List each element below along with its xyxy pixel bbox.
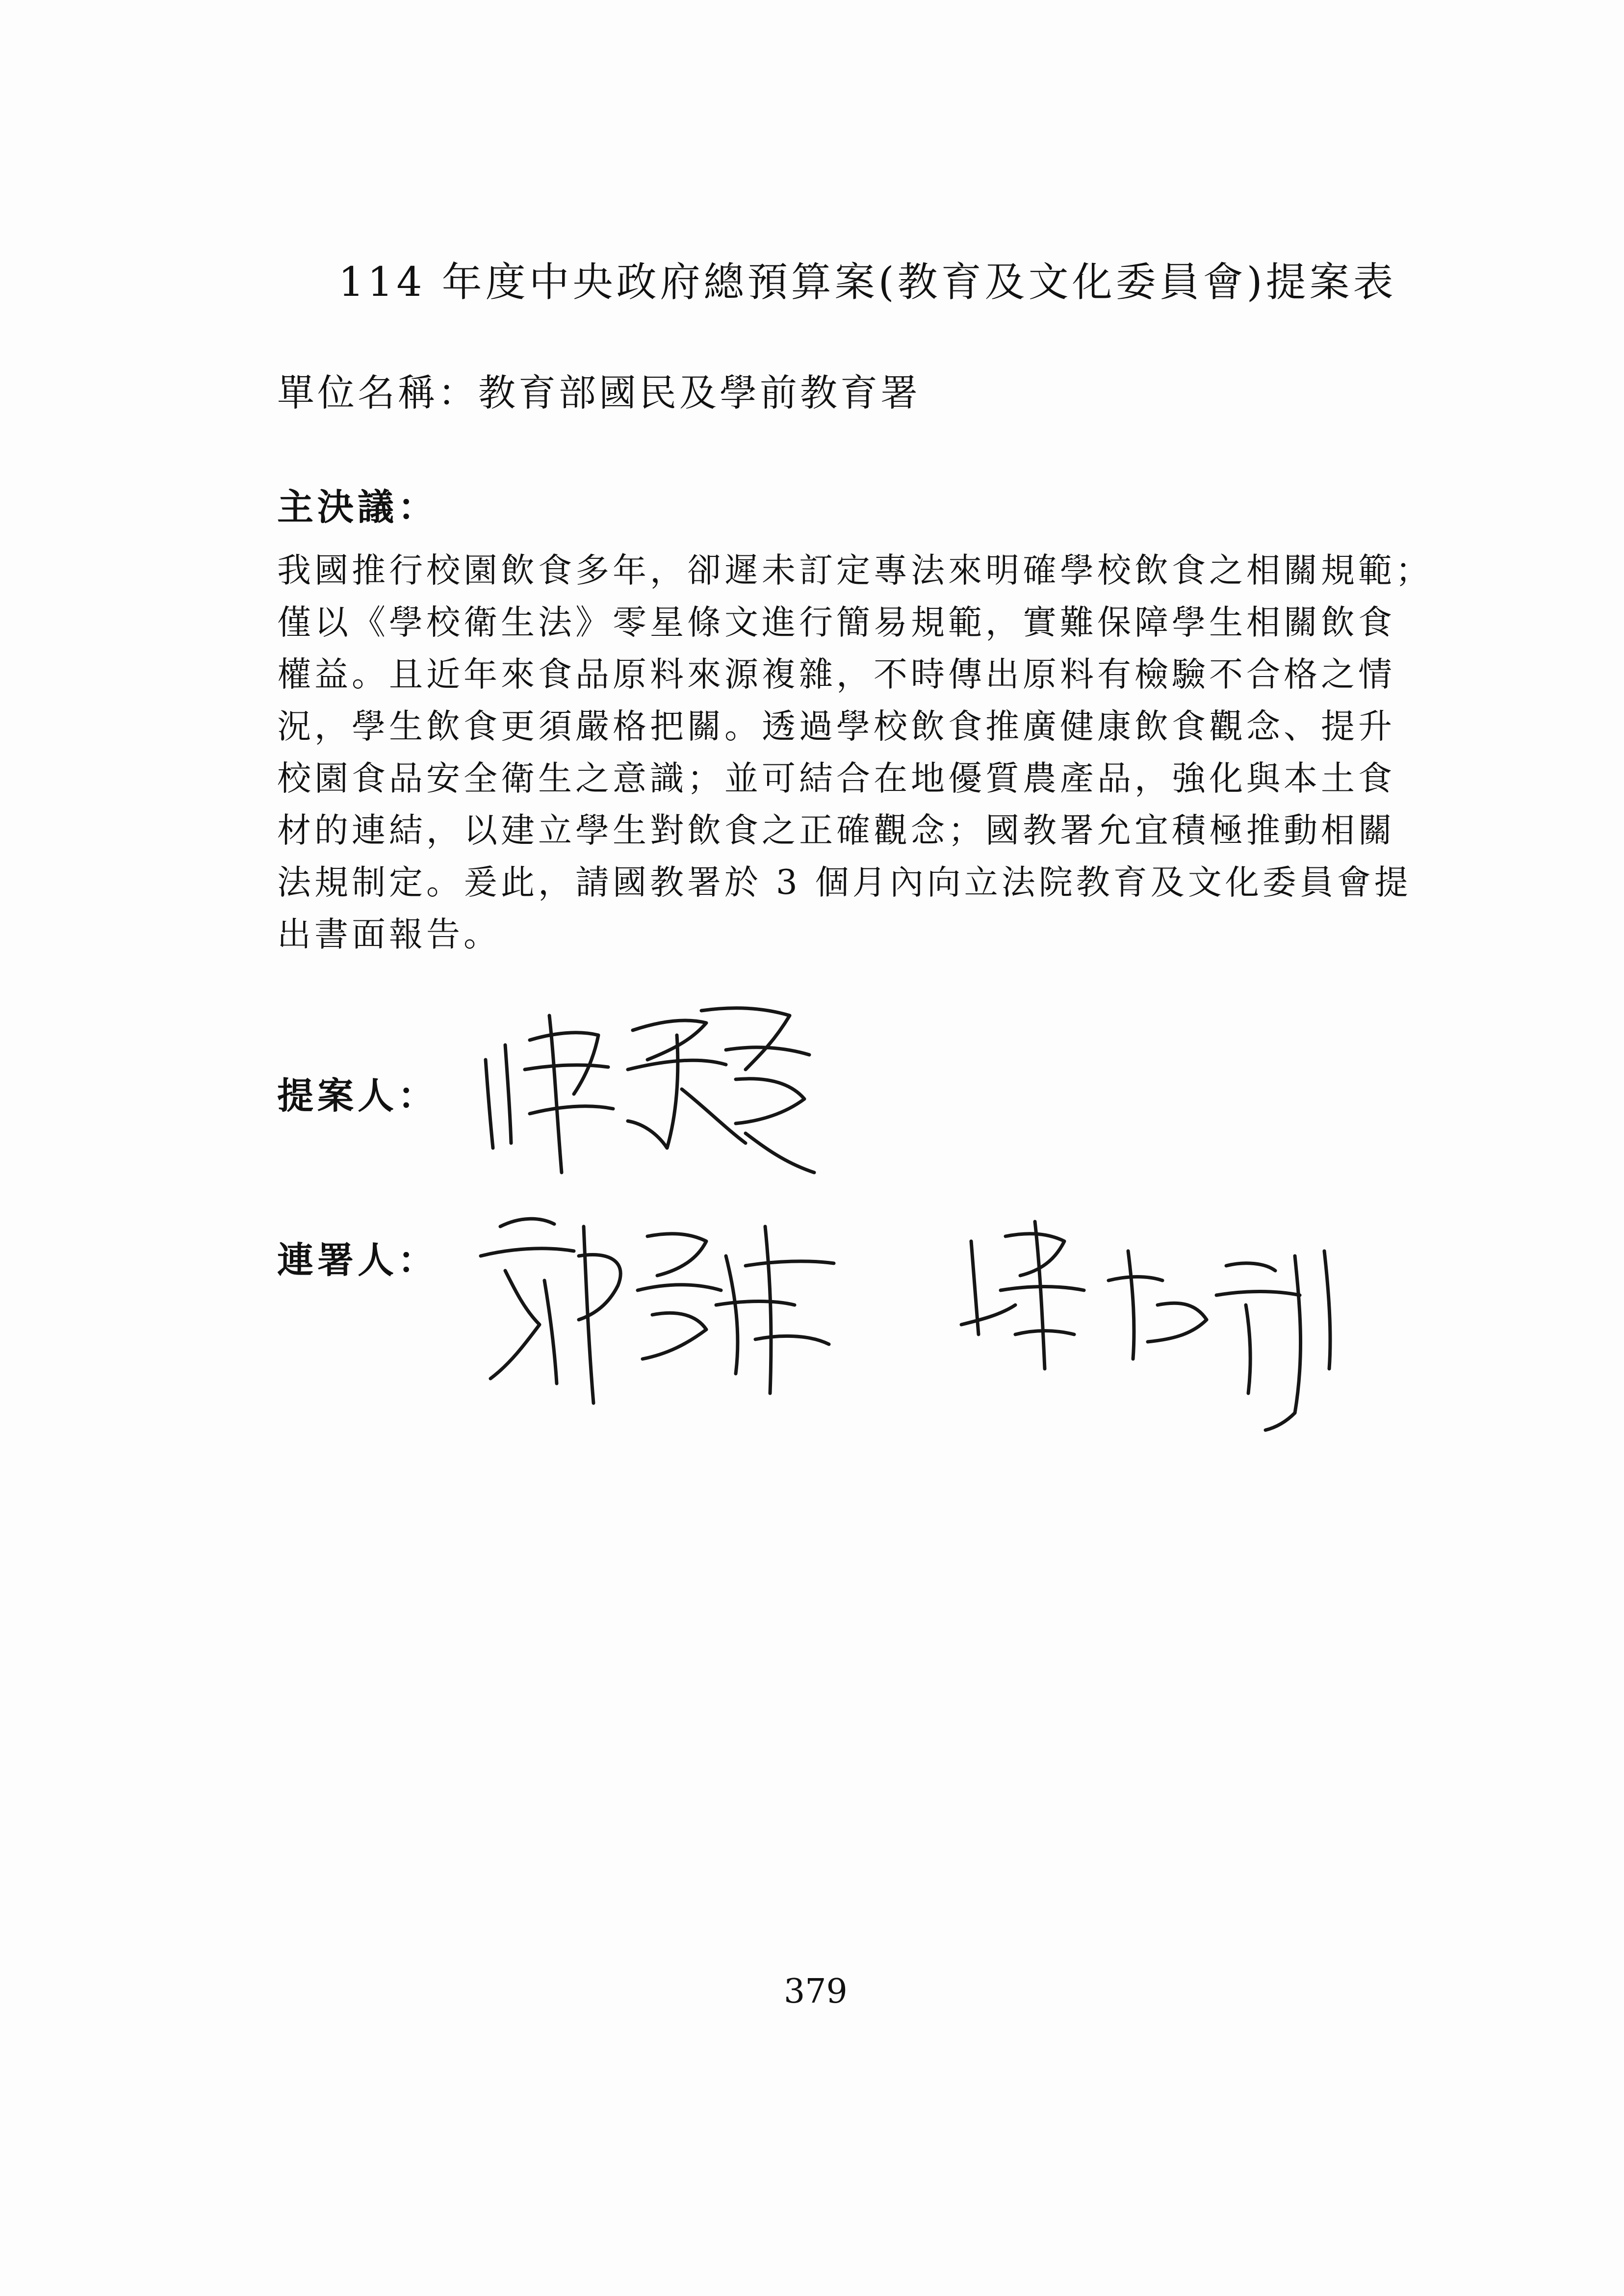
main-resolution-label: 主決議： [277, 486, 438, 528]
cosigner-label: 連署人： [277, 1239, 438, 1281]
cosigner-signature-2-strokes [952, 1207, 1354, 1437]
page-title: 114 年度中央政府總預算案(教育及文化委員會)提案表 [338, 259, 1397, 306]
body-line: 材的連結，以建立學生對飲食之正確觀念；國教署允宜積極推動相關 [277, 811, 1395, 850]
body-line: 況，學生飲食更須嚴格把關。透過學校飲食推廣健康飲食觀念、提升 [277, 707, 1395, 746]
proposer-label: 提案人： [277, 1075, 438, 1117]
body-line: 僅以《學校衛生法》零星條文進行簡易規範，實難保障學生相關飲食 [277, 603, 1395, 642]
cosigner-signature-1 [471, 1197, 853, 1413]
body-line: 出書面報告。 [277, 915, 501, 954]
proposer-signature [471, 986, 824, 1192]
body-line: 我國推行校園飲食多年，卻遲未訂定專法來明確學校飲食之相關規範； [277, 551, 1433, 590]
body-line: 校園食品安全衛生之意識；並可結合在地優質農產品，強化與本土食 [277, 759, 1395, 798]
resolution-body [277, 545, 1433, 961]
proposer-signature-strokes [471, 986, 824, 1192]
page-number: 379 [784, 1972, 848, 2011]
cosigner-signature-2 [952, 1207, 1354, 1437]
cosigner-signature-1-strokes [471, 1197, 853, 1413]
unit-name-line: 單位名稱：教育部國民及學前教育署 [277, 371, 921, 415]
body-line: 權益。且近年來食品原料來源複雜，不時傳出原料有檢驗不合格之情 [277, 655, 1395, 694]
body-line: 法規制定。爰此，請國教署於 3 個月內向立法院教育及文化委員會提 [277, 863, 1412, 902]
